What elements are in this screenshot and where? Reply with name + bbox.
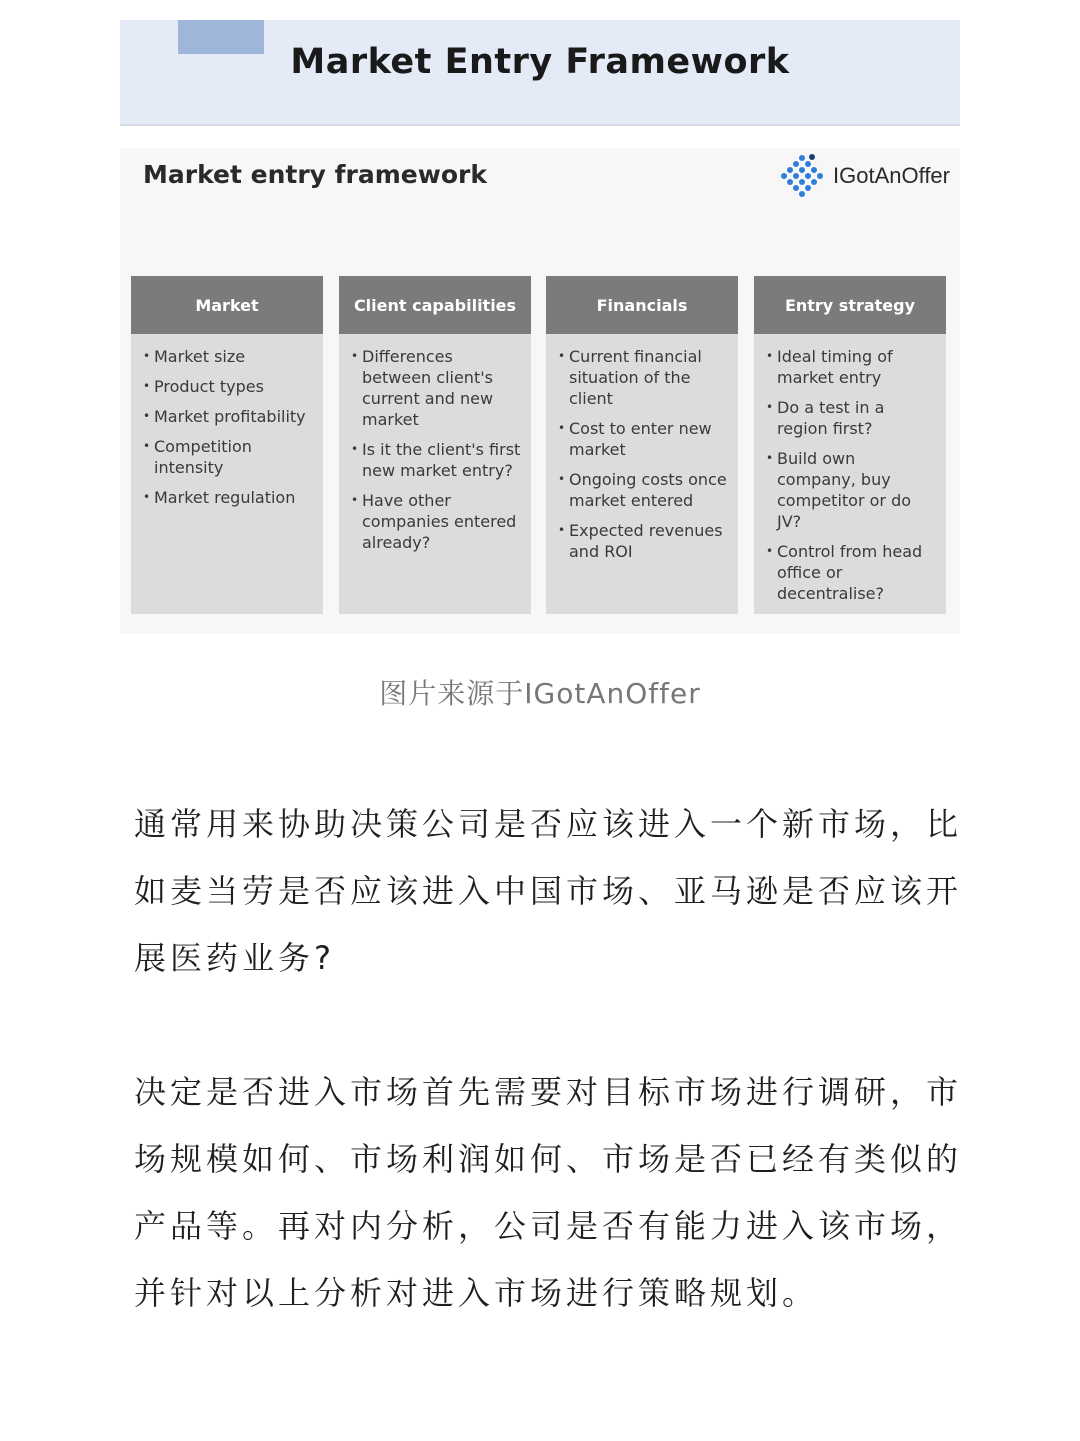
list-item: • Is it the client's first new market entry? [351, 439, 523, 481]
list-item: • Market profitability [143, 406, 315, 427]
column-client-capabilities [339, 276, 531, 614]
brand [779, 153, 950, 199]
list-item: • Expected revenues and ROI [558, 520, 730, 562]
column-entry-strategy [754, 276, 946, 614]
diamond-dots-logo-icon [779, 153, 825, 199]
list-item: • Ideal timing of market entry [766, 346, 938, 388]
page-title: Market Entry Framework [290, 42, 790, 82]
body-paragraph: 决定是否进入市场首先需要对目标市场进行调研，市场规模如何、市场利润如何、市场是否已经有类似的产品等。再对内分析，公司是否有能力进入该市场，并针对以上分析对进入市场进行策略规划。 [134, 1073, 963, 1312]
list-item: • Build own company, buy competitor or do JV? [766, 448, 938, 532]
column-header: Financials [546, 276, 738, 334]
column-list [339, 334, 531, 553]
header-band [120, 20, 960, 126]
brand-name: IGotAnOffer [833, 163, 950, 188]
list-item: • Control from head office or decentralise? [766, 541, 938, 604]
column-list [754, 334, 946, 604]
figure-title: Market entry framework [143, 160, 487, 189]
list-item: • Ongoing costs once market entered [558, 469, 730, 511]
list-item: • Have other companies entered already? [351, 490, 523, 553]
list-item: • Competition intensity [143, 436, 315, 478]
column-financials [546, 276, 738, 614]
list-item: • Product types [143, 376, 315, 397]
column-market [131, 276, 323, 614]
column-list [131, 334, 323, 508]
list-item: • Current financial situation of the client [558, 346, 730, 409]
list-item: • Market size [143, 346, 315, 367]
column-header: Entry strategy [754, 276, 946, 334]
column-list [546, 334, 738, 562]
column-header: Market [131, 276, 323, 334]
body-paragraph: 通常用来协助决策公司是否应该进入一个新市场，比如麦当劳是否应该进入中国市场、亚马逊是否应该开展医药业务? [134, 805, 963, 977]
list-item: • Cost to enter new market [558, 418, 730, 460]
list-item: • Do a test in a region first? [766, 397, 938, 439]
column-header: Client capabilities [339, 276, 531, 334]
framework-figure [120, 148, 960, 634]
list-item: • Market regulation [143, 487, 315, 508]
image-caption: 图片来源于IGotAnOffer [379, 677, 701, 710]
list-item: • Differences between client's current and new market [351, 346, 523, 430]
